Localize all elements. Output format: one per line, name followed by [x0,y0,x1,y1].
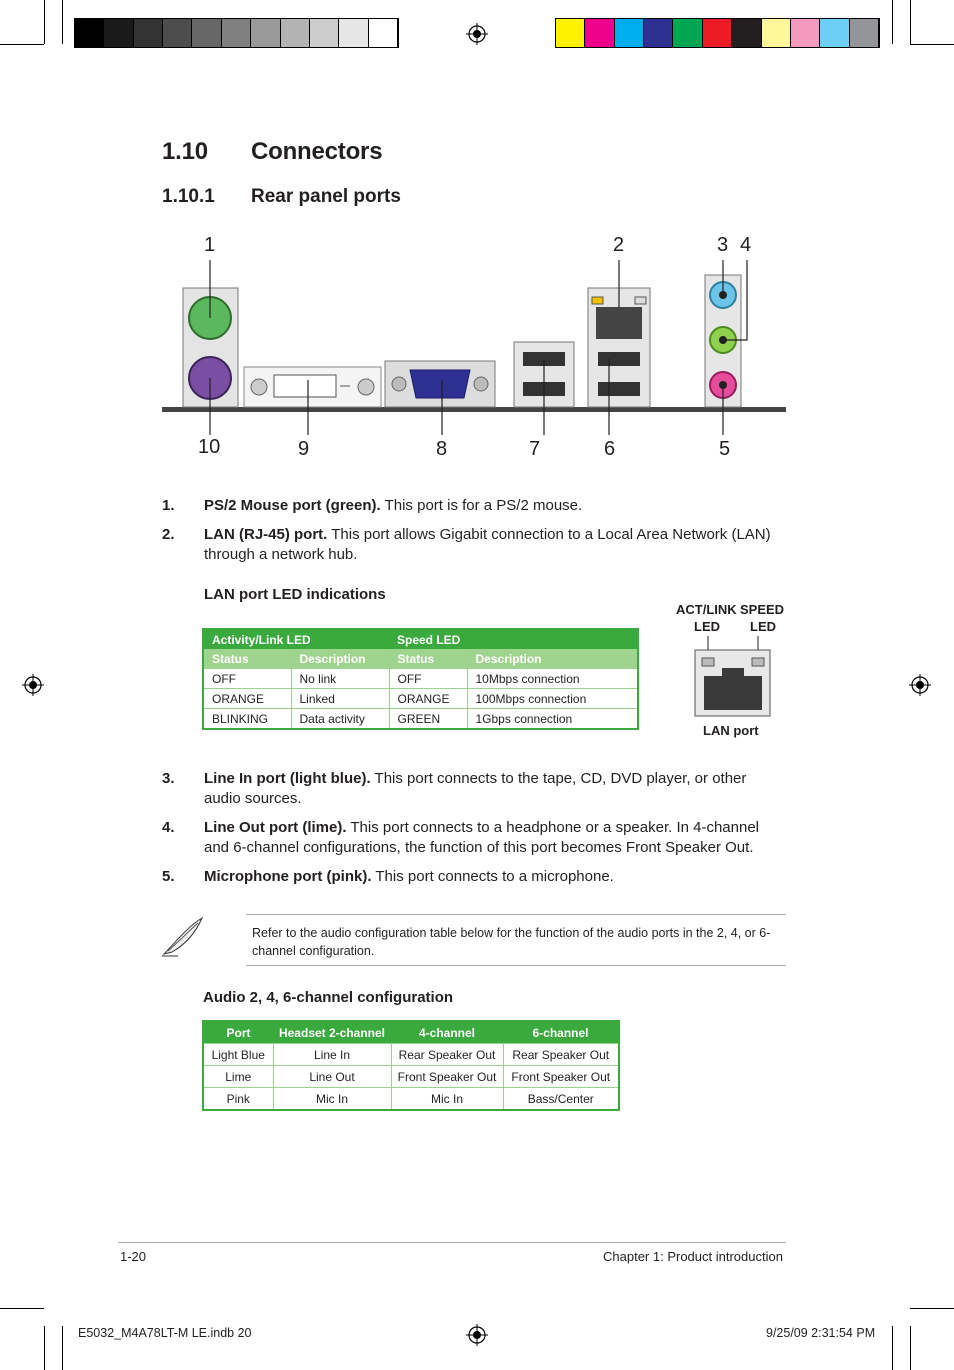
table-row [203,1066,619,1088]
table-cell: OFF [389,669,467,689]
calibration-swatch [281,19,310,47]
registration-mark-icon [22,674,44,696]
note-box [246,914,786,966]
item-label: PS/2 Mouse port (green). [204,497,381,514]
page-number: 1-20 [120,1249,147,1264]
table-header-row [203,649,638,669]
table-cell: Bass/Center [503,1088,619,1111]
callout-number: 10 [198,436,221,458]
slug-timestamp: 9/25/09 2:31:54 PM [766,1326,876,1340]
calibration-swatch [369,19,398,47]
lan-port-caption: LAN port [703,723,759,738]
audio-config-heading: Audio 2, 4, 6-channel configuration [203,989,454,1006]
crop-mark [0,44,44,45]
calibration-swatch [762,19,791,47]
subsection-number: 1.10.1 [162,186,215,207]
item-label: LAN (RJ-45) port. [204,526,328,543]
table-cell: 10Mbps connection [467,669,638,689]
color-calibration-bar [555,18,880,48]
chapter-title: Chapter 1: Product introduction [603,1249,783,1264]
table-cell: ORANGE [203,689,291,709]
table-cell: BLINKING [203,709,291,730]
table-cell: 1Gbps connection [467,709,638,730]
crop-mark [892,0,893,44]
table-cell: GREEN [389,709,467,730]
grayscale-calibration-bar [74,18,399,48]
led-label: LED [694,619,720,634]
list-item [162,525,786,565]
table-row [203,689,638,709]
lan-led-heading: LAN port LED indications [204,586,386,603]
section-title: Connectors [251,138,383,165]
calibration-swatch [310,19,339,47]
calibration-swatch [732,19,761,47]
crop-mark [44,0,45,44]
column-header: 6-channel [503,1021,619,1044]
column-header: Status [203,649,291,669]
table-cell: Mic In [273,1088,391,1111]
item-label: Line In port (light blue). [204,770,371,787]
item-text: This port allows Gigabit connection to a Local Area Network (LAN) through a network hub. [204,526,771,563]
table-cell: Linked [291,689,389,709]
calibration-swatch [104,19,133,47]
item-label: Microphone port (pink). [204,868,372,885]
calibration-swatch [251,19,280,47]
crop-mark [910,1326,911,1370]
table-cell: Pink [203,1088,273,1111]
item-number: 2. [162,526,175,543]
section-number: 1.10 [162,138,208,165]
calibration-swatch [222,19,251,47]
calibration-swatch [703,19,732,47]
calibration-swatch [850,19,879,47]
calibration-swatch [820,19,849,47]
table-cell: OFF [203,669,291,689]
subsection-title: Rear panel ports [251,186,401,207]
callout-number: 2 [613,234,625,256]
calibration-swatch [134,19,163,47]
table-cell: 100Mbps connection [467,689,638,709]
item-text: This port connects to a microphone. [371,868,614,885]
table-row [203,709,638,730]
crop-mark [910,0,911,44]
table-row [203,1088,619,1111]
table-row [203,1044,619,1066]
audio-config-table [202,1020,620,1111]
crop-mark [62,1326,63,1370]
table-cell: Mic In [391,1088,503,1111]
calibration-swatch [644,19,673,47]
calibration-swatch [673,19,702,47]
lan-port-icon [694,636,772,718]
item-number: 4. [162,819,175,836]
calibration-swatch [556,19,585,47]
registration-mark-icon [466,1324,488,1346]
calibration-swatch [75,19,104,47]
table-cell: Rear Speaker Out [503,1044,619,1066]
table-cell: No link [291,669,389,689]
table-cell: Front Speaker Out [391,1066,503,1088]
callout-number: 6 [604,438,616,460]
table-cell: ORANGE [389,689,467,709]
column-header: Description [291,649,389,669]
crop-mark [892,1326,893,1370]
item-text: This port connects to the tape, CD, DVD player, or other audio sources. [204,770,747,807]
table-cell: Lime [203,1066,273,1088]
callout-number: 7 [529,438,541,460]
table-cell: Data activity [291,709,389,730]
note-text: Refer to the audio configuration table below for the function of the audio ports in the 2, 4, or 6-channel configuration. [252,926,771,958]
note-pen-icon [160,914,208,958]
table-header-row [203,1021,619,1044]
item-text: This port connects to a headphone or a speaker. In 4-channel and 6-channel configurations, the function of this port becomes Front Speaker Out. [204,819,759,856]
table-cell: Rear Speaker Out [391,1044,503,1066]
crop-mark [62,0,63,44]
registration-mark-icon [466,23,488,45]
calibration-swatch [791,19,820,47]
calibration-swatch [339,19,368,47]
registration-mark-icon [909,674,931,696]
calibration-swatch [615,19,644,47]
list-item [162,769,786,809]
callout-number: 4 [740,234,752,256]
item-label: Line Out port (lime). [204,819,347,836]
crop-mark [910,1308,954,1309]
column-header: Description [467,649,638,669]
act-link-led-label: ACT/LINK [676,602,737,617]
list-item [162,867,786,887]
callout-number: 1 [204,234,216,256]
table-cell: Front Speaker Out [503,1066,619,1088]
item-text: This port is for a PS/2 mouse. [380,497,583,514]
column-header: Port [203,1021,273,1044]
table-group-header [203,629,638,649]
calibration-swatch [585,19,614,47]
column-header: Headset 2-channel [273,1021,391,1044]
callout-number: 3 [717,234,729,256]
subsection-heading [162,186,401,208]
table-row [203,669,638,689]
footer-rule [118,1242,786,1243]
column-header: Status [389,649,467,669]
table-cell: Light Blue [203,1044,273,1066]
led-label: LED [750,619,776,634]
column-header: 4-channel [391,1021,503,1044]
callout-number: 8 [436,438,448,460]
calibration-swatch [192,19,221,47]
list-item [162,818,786,858]
crop-mark [44,1326,45,1370]
table-cell: Line In [273,1044,391,1066]
slug-filename: E5032_M4A78LT-M LE.indb 20 [78,1326,252,1340]
item-number: 5. [162,868,175,885]
crop-mark [0,1308,44,1309]
callout-number: 9 [298,438,310,460]
item-number: 1. [162,497,175,514]
callout-number: 5 [719,438,731,460]
lan-led-table [202,628,639,730]
group-header-cell: Speed LED [389,629,638,649]
item-number: 3. [162,770,175,787]
group-header-cell: Activity/Link LED [203,629,389,649]
crop-mark [910,44,954,45]
rear-panel-diagram [160,230,790,465]
section-heading [162,138,382,166]
speed-led-label: SPEED [740,602,785,617]
table-cell: Line Out [273,1066,391,1088]
calibration-swatch [163,19,192,47]
list-item [162,496,786,516]
